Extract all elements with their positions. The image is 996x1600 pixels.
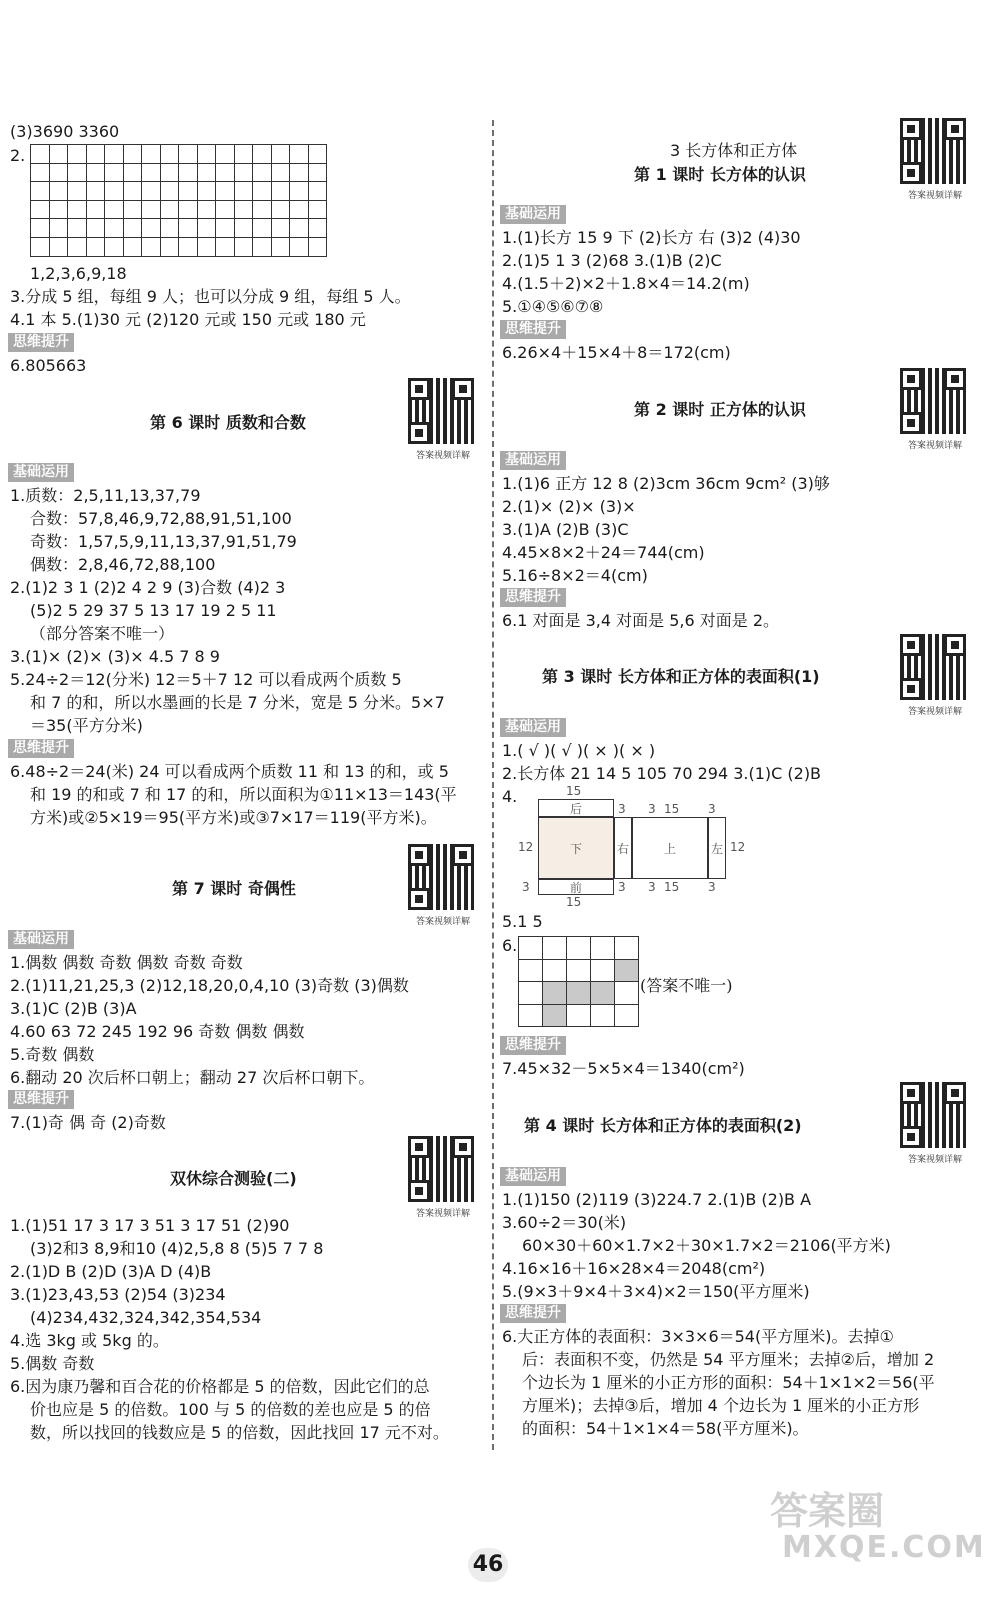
grid-cell <box>198 219 217 238</box>
grid-cell <box>615 1005 639 1028</box>
grid-cell <box>87 219 106 238</box>
answer-line: 60×30＋60×1.7×2＋30×1.7×2＝2106(平方米) <box>522 1236 891 1255</box>
answer-line: 6. <box>502 936 518 955</box>
answer-line: 6.805663 <box>10 356 87 375</box>
answer-line: 方厘米)；去掉③后，增加 4 个边长为 1 厘米的小正方形 <box>522 1396 920 1415</box>
grid-cell <box>179 145 198 164</box>
grid-cell <box>31 164 50 183</box>
grid-cell <box>309 201 328 220</box>
answer-line: 4.60 63 72 245 192 96 奇数 偶数 偶数 <box>10 1022 305 1041</box>
net-face-label: 上 <box>663 841 676 856</box>
answer-line: 5.24÷2＝12(分米) 12＝5＋7 12 可以看成两个质数 5 <box>10 670 402 689</box>
grid-cell <box>519 982 543 1005</box>
grid-cell <box>216 164 235 183</box>
grid-cell <box>309 164 328 183</box>
grid-cell <box>272 182 291 201</box>
answer-line: 4.选 3kg 或 5kg 的。 <box>10 1331 169 1350</box>
net-dimension: 15 <box>566 784 582 798</box>
grid-cell <box>198 145 217 164</box>
qr-code-icon <box>408 378 474 444</box>
grid-cell <box>253 145 272 164</box>
answer-line: 7.(1)奇 偶 奇 (2)奇数 <box>10 1113 166 1132</box>
qr-caption: 答案视频详解 <box>907 191 962 201</box>
grid-cell <box>31 145 50 164</box>
grid-cell <box>50 219 69 238</box>
test-title: 双休综合测验(二) <box>170 1169 297 1188</box>
grid-cell <box>567 937 591 960</box>
qr-code-icon <box>408 1136 474 1202</box>
grid-cell <box>124 238 143 257</box>
answer-line: 合数：57,8,46,9,72,88,91,51,100 <box>30 509 292 528</box>
grid-cell <box>272 145 291 164</box>
grid-cell <box>105 219 124 238</box>
lesson-title: 第 4 课时 长方体和正方体的表面积(2) <box>524 1116 802 1135</box>
section-tag: 思维提升 <box>8 333 74 352</box>
qr-code-icon <box>408 844 474 910</box>
answer-line: 5.奇数 偶数 <box>10 1045 95 1064</box>
answer-line: 6.因为康乃馨和百合花的价格都是 5 的倍数，因此它们的总 <box>10 1377 430 1396</box>
answer-line: 1.(1)6 正方 12 8 (2)3cm 36cm 9cm² (3)够 <box>502 474 830 493</box>
grid-cell <box>50 145 69 164</box>
grid-cell <box>216 145 235 164</box>
answer-line: 5.偶数 奇数 <box>10 1354 95 1373</box>
grid-cell <box>105 238 124 257</box>
answer-line: 3.60÷2＝30(米) <box>502 1213 627 1232</box>
answer-line: 4. <box>502 787 518 806</box>
grid-cell <box>68 201 87 220</box>
grid-cell <box>309 238 328 257</box>
grid-cell <box>105 201 124 220</box>
grid-cell <box>68 164 87 183</box>
answer-line: 6.48÷2＝24(米) 24 可以看成两个质数 11 和 13 的和，或 5 <box>10 762 449 781</box>
answer-line: 价也应是 5 的倍数。100 与 5 的倍数的差也应是 5 的倍 <box>30 1400 431 1419</box>
grid-cell <box>124 164 143 183</box>
grid-cell <box>567 982 591 1005</box>
qr-code-icon <box>900 118 966 184</box>
grid-cell <box>50 182 69 201</box>
grid-cell <box>235 238 254 257</box>
grid-cell <box>272 164 291 183</box>
answer-line: 5.①④⑤⑥⑦⑧ <box>502 297 604 316</box>
qr-caption: 答案视频详解 <box>907 707 962 717</box>
section-tag: 基础运用 <box>8 463 74 482</box>
grid-cell <box>161 201 180 220</box>
grid-cell <box>68 238 87 257</box>
answer-line: 后：表面积不变，仍然是 54 平方厘米；去掉②后，增加 2 <box>522 1350 935 1369</box>
answer-note: (答案不唯一) <box>640 976 733 995</box>
net-face-label: 后 <box>569 801 582 816</box>
section-tag: 思维提升 <box>500 1304 566 1323</box>
grid-cell <box>142 238 161 257</box>
grid-cell <box>50 238 69 257</box>
answer-line: 5.16÷8×2＝4(cm) <box>502 566 648 585</box>
net-face-label: 右 <box>616 841 629 856</box>
grid-cell <box>615 937 639 960</box>
grid-cell <box>198 164 217 183</box>
grid-cell <box>87 238 106 257</box>
grid-cell <box>87 164 106 183</box>
grid-cell <box>235 219 254 238</box>
answer-line: ＝35(平方分米) <box>30 716 143 735</box>
qr-code-icon <box>900 634 966 700</box>
grid-cell <box>272 201 291 220</box>
answer-line: 和 19 的和或 7 和 17 的和，所以面积为①11×13＝143(平 <box>30 785 457 804</box>
section-tag: 思维提升 <box>8 739 74 758</box>
section-tag: 思维提升 <box>500 588 566 607</box>
answer-line: 3.(1)C (2)B (3)A <box>10 999 137 1018</box>
grid-cell <box>290 182 309 201</box>
grid-cell <box>615 960 639 983</box>
net-dimension: 3 <box>618 802 626 816</box>
answer-line: 3.(1)23,43,53 (2)54 (3)234 <box>10 1285 226 1304</box>
grid-cell <box>161 164 180 183</box>
grid-cell <box>68 145 87 164</box>
answer-line: 2.长方体 21 14 5 105 70 294 3.(1)C (2)B <box>502 764 822 783</box>
grid-cell <box>543 960 567 983</box>
grid-cell <box>309 145 328 164</box>
section-tag: 基础运用 <box>500 451 566 470</box>
column-divider <box>492 120 494 1450</box>
section-tag: 基础运用 <box>500 205 566 224</box>
grid-cell <box>290 145 309 164</box>
answer-line: 奇数：1,57,5,9,11,13,37,91,51,79 <box>30 532 297 551</box>
grid-cell <box>253 164 272 183</box>
net-dimension: 3 <box>648 880 656 894</box>
grid-cell <box>198 238 217 257</box>
net-dimension: 3 <box>708 880 716 894</box>
answer-line: 6.大正方体的表面积：3×3×6＝54(平方厘米)。去掉① <box>502 1327 894 1346</box>
answer-line: 的面积：54＋1×1×4＝58(平方厘米)。 <box>522 1419 809 1438</box>
grid-cell <box>179 238 198 257</box>
answer-line: 5.(9×3＋9×4＋3×4)×2＝150(平方厘米) <box>502 1282 810 1301</box>
grid-cell <box>124 201 143 220</box>
answer-line: 2. <box>10 146 26 165</box>
net-dimension: 3 <box>708 802 716 816</box>
square-grid <box>30 144 327 257</box>
grid-cell <box>235 164 254 183</box>
answer-line: 4.(1.5＋2)×2＋1.8×4＝14.2(m) <box>502 274 750 293</box>
qr-caption: 答案视频详解 <box>415 1209 470 1219</box>
answer-line: 3.(1)× (2)× (3)× 4.5 7 8 9 <box>10 647 220 666</box>
watermark-logo: 答案圈 <box>770 1489 885 1533</box>
grid-cell <box>31 219 50 238</box>
grid-cell <box>216 201 235 220</box>
grid-cell <box>290 238 309 257</box>
grid-cell <box>615 982 639 1005</box>
page-number: 46 <box>468 1548 508 1582</box>
grid-cell <box>591 982 615 1005</box>
lesson-title: 第 6 课时 质数和合数 <box>150 413 306 432</box>
answer-line: 1.( √ )( √ )( × )( × ) <box>502 741 656 760</box>
grid-cell <box>519 937 543 960</box>
grid-cell <box>198 201 217 220</box>
grid-cell <box>309 182 328 201</box>
answer-line: 1.偶数 偶数 奇数 偶数 奇数 奇数 <box>10 953 243 972</box>
grid-cell <box>290 219 309 238</box>
answer-line: 7.45×32－5×5×4＝1340(cm²) <box>502 1059 745 1078</box>
grid-cell <box>309 219 328 238</box>
grid-cell <box>68 182 87 201</box>
net-dimension: 15 <box>664 880 680 894</box>
net-face-label: 前 <box>569 880 582 895</box>
grid-cell <box>142 164 161 183</box>
answer-line: 1.质数：2,5,11,13,37,79 <box>10 486 201 505</box>
net-dimension: 12 <box>730 840 746 854</box>
answer-line: （部分答案不唯一） <box>30 624 175 643</box>
answer-line: 6.翻动 20 次后杯口朝上；翻动 27 次后杯口朝下。 <box>10 1068 375 1087</box>
grid-cell <box>179 164 198 183</box>
answer-line: 2.(1)2 3 1 (2)2 4 2 9 (3)合数 (4)2 3 <box>10 578 286 597</box>
grid-cell <box>235 145 254 164</box>
net-dimension: 15 <box>664 802 680 816</box>
grid-cell <box>519 960 543 983</box>
net-face-front <box>538 879 614 895</box>
grid-cell <box>87 145 106 164</box>
grid-cell <box>519 1005 543 1028</box>
net-dimension: 3 <box>618 880 626 894</box>
grid-cell <box>179 201 198 220</box>
grid-cell <box>105 145 124 164</box>
grid-cell <box>161 145 180 164</box>
answer-line: 4.45×8×2＋24＝744(cm) <box>502 543 705 562</box>
net-dimension: 3 <box>648 802 656 816</box>
net-face-label: 下 <box>569 841 582 856</box>
answer-line: 个边长为 1 厘米的小正方形的面积：54＋1×1×2＝56(平 <box>522 1373 935 1392</box>
qr-code-icon <box>900 1082 966 1148</box>
grid-cell <box>179 219 198 238</box>
grid-cell <box>253 201 272 220</box>
answer-line: 3.分成 5 组，每组 9 人；也可以分成 9 组，每组 5 人。 <box>10 287 411 306</box>
grid-cell <box>68 219 87 238</box>
grid-cell <box>161 238 180 257</box>
answer-line: 1,2,3,6,9,18 <box>30 264 127 283</box>
unit-title: 3 长方体和正方体 <box>670 141 798 160</box>
section-tag: 思维提升 <box>500 1036 566 1055</box>
answer-line: 3.(1)A (2)B (3)C <box>502 520 629 539</box>
grid-cell <box>198 182 217 201</box>
qr-caption: 答案视频详解 <box>907 441 962 451</box>
grid-cell <box>290 164 309 183</box>
answer-line: (3)3690 3360 <box>10 122 120 141</box>
grid-cell <box>543 937 567 960</box>
net-dimension: 12 <box>518 840 534 854</box>
grid-cell <box>591 960 615 983</box>
cuboid-net-diagram <box>518 784 778 910</box>
answer-line: 2.(1)× (2)× (3)× <box>502 497 636 516</box>
section-tag: 基础运用 <box>500 1167 566 1186</box>
lesson-title: 第 1 课时 长方体的认识 <box>634 165 806 184</box>
grid-cell <box>31 238 50 257</box>
shaded-grid <box>518 936 639 1027</box>
grid-cell <box>161 182 180 201</box>
section-tag: 思维提升 <box>500 320 566 339</box>
grid-cell <box>290 201 309 220</box>
grid-cell <box>591 1005 615 1028</box>
grid-cell <box>87 182 106 201</box>
lesson-title: 第 2 课时 正方体的认识 <box>634 400 806 419</box>
section-tag: 思维提升 <box>8 1090 74 1109</box>
net-face-left <box>708 817 726 879</box>
qr-caption: 答案视频详解 <box>415 451 470 461</box>
grid-cell <box>124 182 143 201</box>
net-face-top <box>632 817 708 879</box>
grid-cell <box>253 238 272 257</box>
grid-cell <box>87 201 106 220</box>
grid-cell <box>161 219 180 238</box>
answer-line: 1.(1)51 17 3 17 3 51 3 17 51 (2)90 <box>10 1216 290 1235</box>
grid-cell <box>253 182 272 201</box>
answer-line: 偶数：2,8,46,72,88,100 <box>30 555 216 574</box>
grid-cell <box>272 219 291 238</box>
answer-line: (4)234,432,324,342,354,534 <box>30 1308 262 1327</box>
grid-cell <box>567 1005 591 1028</box>
grid-cell <box>272 238 291 257</box>
answer-line: 6.26×4＋15×4＋8＝172(cm) <box>502 343 731 362</box>
grid-cell <box>142 182 161 201</box>
grid-cell <box>142 219 161 238</box>
grid-cell <box>50 164 69 183</box>
lesson-title: 第 7 课时 奇偶性 <box>172 879 296 898</box>
net-face-label: 左 <box>710 841 723 856</box>
grid-cell <box>216 219 235 238</box>
answer-line: 和 7 的和，所以水墨画的长是 7 分米，宽是 5 分米。5×7 <box>30 693 445 712</box>
section-tag: 基础运用 <box>8 930 74 949</box>
net-face-right <box>614 817 632 879</box>
answer-line: 2.(1)11,21,25,3 (2)12,18,20,0,4,10 (3)奇数 (3)偶数 <box>10 976 409 995</box>
grid-cell <box>567 960 591 983</box>
qr-code-icon <box>900 368 966 434</box>
answer-line: 5.1 5 <box>502 912 543 931</box>
answer-line: 4.16×16＋16×28×4＝2048(cm²) <box>502 1259 766 1278</box>
answer-line: (3)2和3 8,9和10 (4)2,5,8 8 (5)5 7 7 8 <box>30 1239 324 1258</box>
grid-cell <box>31 182 50 201</box>
grid-cell <box>179 182 198 201</box>
qr-caption: 答案视频详解 <box>415 917 470 927</box>
answer-line: 1.(1)长方 15 9 下 (2)长方 右 (3)2 (4)30 <box>502 228 801 247</box>
answer-line: 4.1 本 5.(1)30 元 (2)120 元或 150 元或 180 元 <box>10 310 366 329</box>
watermark-url: MXQE.COM <box>782 1530 986 1565</box>
answer-line: 2.(1)D B (2)D (3)A D (4)B <box>10 1262 212 1281</box>
grid-cell <box>142 201 161 220</box>
answer-line: 2.(1)5 1 3 (2)68 3.(1)B (2)C <box>502 251 722 270</box>
grid-cell <box>50 201 69 220</box>
answer-line: (5)2 5 29 37 5 13 17 19 2 5 11 <box>30 601 277 620</box>
grid-cell <box>235 182 254 201</box>
answer-line: 数，所以找回的钱数应是 5 的倍数，因此找回 17 元不对。 <box>30 1423 449 1442</box>
net-dimension: 3 <box>522 880 530 894</box>
grid-cell <box>543 982 567 1005</box>
grid-cell <box>31 201 50 220</box>
grid-cell <box>543 1005 567 1028</box>
net-face-back <box>538 799 614 817</box>
lesson-title: 第 3 课时 长方体和正方体的表面积(1) <box>542 667 820 686</box>
net-dimension: 15 <box>566 895 582 909</box>
section-tag: 基础运用 <box>500 718 566 737</box>
grid-cell <box>142 145 161 164</box>
grid-cell <box>124 145 143 164</box>
answer-line: 1.(1)150 (2)119 (3)224.7 2.(1)B (2)B A <box>502 1190 812 1209</box>
grid-cell <box>105 182 124 201</box>
answer-line: 方米)或②5×19＝95(平方米)或③7×17＝119(平方米)。 <box>30 808 437 827</box>
grid-cell <box>216 238 235 257</box>
grid-cell <box>124 219 143 238</box>
grid-cell <box>253 219 272 238</box>
answer-line: 6.1 对面是 3,4 对面是 5,6 对面是 2。 <box>502 611 780 630</box>
qr-caption: 答案视频详解 <box>907 1155 962 1165</box>
grid-cell <box>591 937 615 960</box>
net-face-bottom <box>538 817 614 879</box>
grid-cell <box>235 201 254 220</box>
grid-cell <box>216 182 235 201</box>
grid-cell <box>105 164 124 183</box>
